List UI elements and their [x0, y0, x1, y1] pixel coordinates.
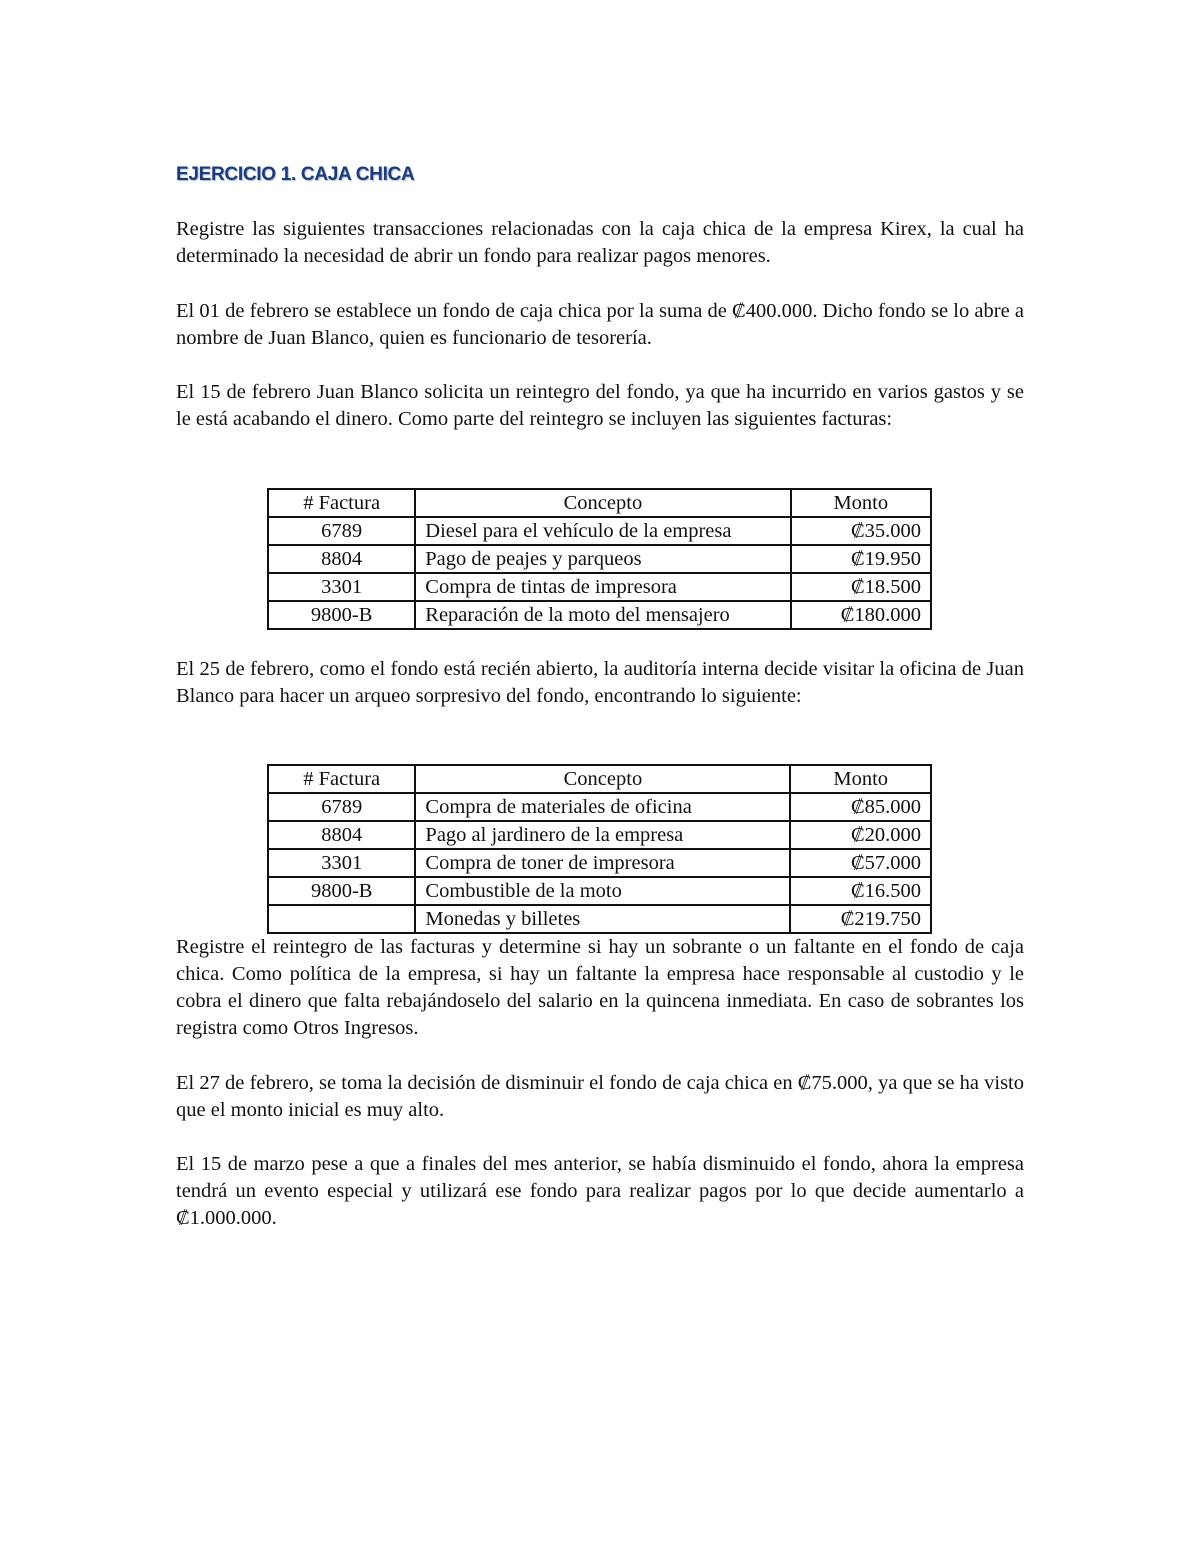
- mar15-paragraph: El 15 de marzo pese a que a finales del mes anterior, se había disminuido el fondo, ahora la empresa tendrá un evento especial y utilizará ese fondo para realizar pagos por lo que decide aumentarlo a ₡1.000.000.: [176, 1153, 1024, 1229]
- cell-factura: 3301: [268, 573, 415, 601]
- table-row: [268, 573, 931, 601]
- cell-monto: ₡19.950: [791, 545, 931, 573]
- cell-factura: 8804: [268, 821, 415, 849]
- table-header-row: [268, 489, 931, 517]
- cell-concepto: Compra de toner de impresora: [415, 849, 790, 877]
- registre-paragraph: Registre el reintegro de las facturas y determine si hay un sobrante o un faltante en el fondo de caja chica. Como política de la empresa, si hay un faltante la empresa hace responsable al custodio y le cobra el dinero que falta rebajándoselo del salario en la quincena inmediata. En caso de sobrantes los registra como Otros Ingresos.: [176, 936, 1024, 1039]
- cell-concepto: Diesel para el vehículo de la empresa: [415, 517, 790, 545]
- header-factura: # Factura: [268, 489, 415, 517]
- header-concepto: Concepto: [415, 765, 790, 793]
- cell-monto: ₡219.750: [790, 905, 931, 933]
- cell-monto: ₡85.000: [790, 793, 931, 821]
- arqueo-table: [267, 764, 932, 934]
- cell-factura: 9800-B: [268, 601, 415, 629]
- cell-monto: ₡57.000: [790, 849, 931, 877]
- cell-monto: ₡16.500: [790, 877, 931, 905]
- cell-concepto: Reparación de la moto del mensajero: [415, 601, 790, 629]
- feb15-paragraph: El 15 de febrero Juan Blanco solicita un reintegro del fondo, ya que ha incurrido en varios gastos y se le está acabando el dinero. Como parte del reintegro se incluyen las siguientes facturas:: [176, 381, 1024, 430]
- table-row: [268, 545, 931, 573]
- cell-monto: ₡35.000: [791, 517, 931, 545]
- table-row: [268, 877, 931, 905]
- feb25-paragraph: El 25 de febrero, como el fondo está recién abierto, la auditoría interna decide visitar la oficina de Juan Blanco para hacer un arqueo sorpresivo del fondo, encontrando lo siguiente:: [176, 658, 1024, 707]
- cell-factura: 3301: [268, 849, 415, 877]
- header-factura: # Factura: [268, 765, 415, 793]
- feb27-paragraph: El 27 de febrero, se toma la decisión de disminuir el fondo de caja chica en ₡75.000, ya que se ha visto que el monto inicial es muy alto.: [176, 1072, 1024, 1121]
- cell-monto: ₡18.500: [791, 573, 931, 601]
- cell-concepto: Pago de peajes y parqueos: [415, 545, 790, 573]
- table-row: [268, 793, 931, 821]
- table-row: [268, 821, 931, 849]
- cell-factura: [268, 905, 415, 933]
- reintegro-invoices-table: [267, 488, 932, 630]
- table-row: [268, 849, 931, 877]
- page-title: EJERCICIO 1. CAJA CHICA: [176, 164, 415, 185]
- cell-monto: ₡20.000: [790, 821, 931, 849]
- table-header-row: [268, 765, 931, 793]
- cell-concepto: Monedas y billetes: [415, 905, 790, 933]
- cell-concepto: Compra de materiales de oficina: [415, 793, 790, 821]
- cell-factura: 8804: [268, 545, 415, 573]
- cell-concepto: Combustible de la moto: [415, 877, 790, 905]
- table-row: [268, 905, 931, 933]
- table-row: [268, 601, 931, 629]
- table-row: [268, 517, 931, 545]
- cell-concepto: Compra de tintas de impresora: [415, 573, 790, 601]
- cell-factura: 9800-B: [268, 877, 415, 905]
- cell-factura: 6789: [268, 517, 415, 545]
- header-monto: Monto: [791, 489, 931, 517]
- cell-factura: 6789: [268, 793, 415, 821]
- cell-monto: ₡180.000: [791, 601, 931, 629]
- intro-paragraph: Registre las siguientes transacciones relacionadas con la caja chica de la empresa Kirex, la cual ha determinado la necesidad de abrir un fondo para realizar pagos menores.: [176, 218, 1024, 267]
- header-monto: Monto: [790, 765, 931, 793]
- cell-concepto: Pago al jardinero de la empresa: [415, 821, 790, 849]
- header-concepto: Concepto: [415, 489, 790, 517]
- feb01-paragraph: El 01 de febrero se establece un fondo de caja chica por la suma de ₡400.000. Dicho fondo se lo abre a nombre de Juan Blanco, quien es funcionario de tesorería.: [176, 300, 1024, 349]
